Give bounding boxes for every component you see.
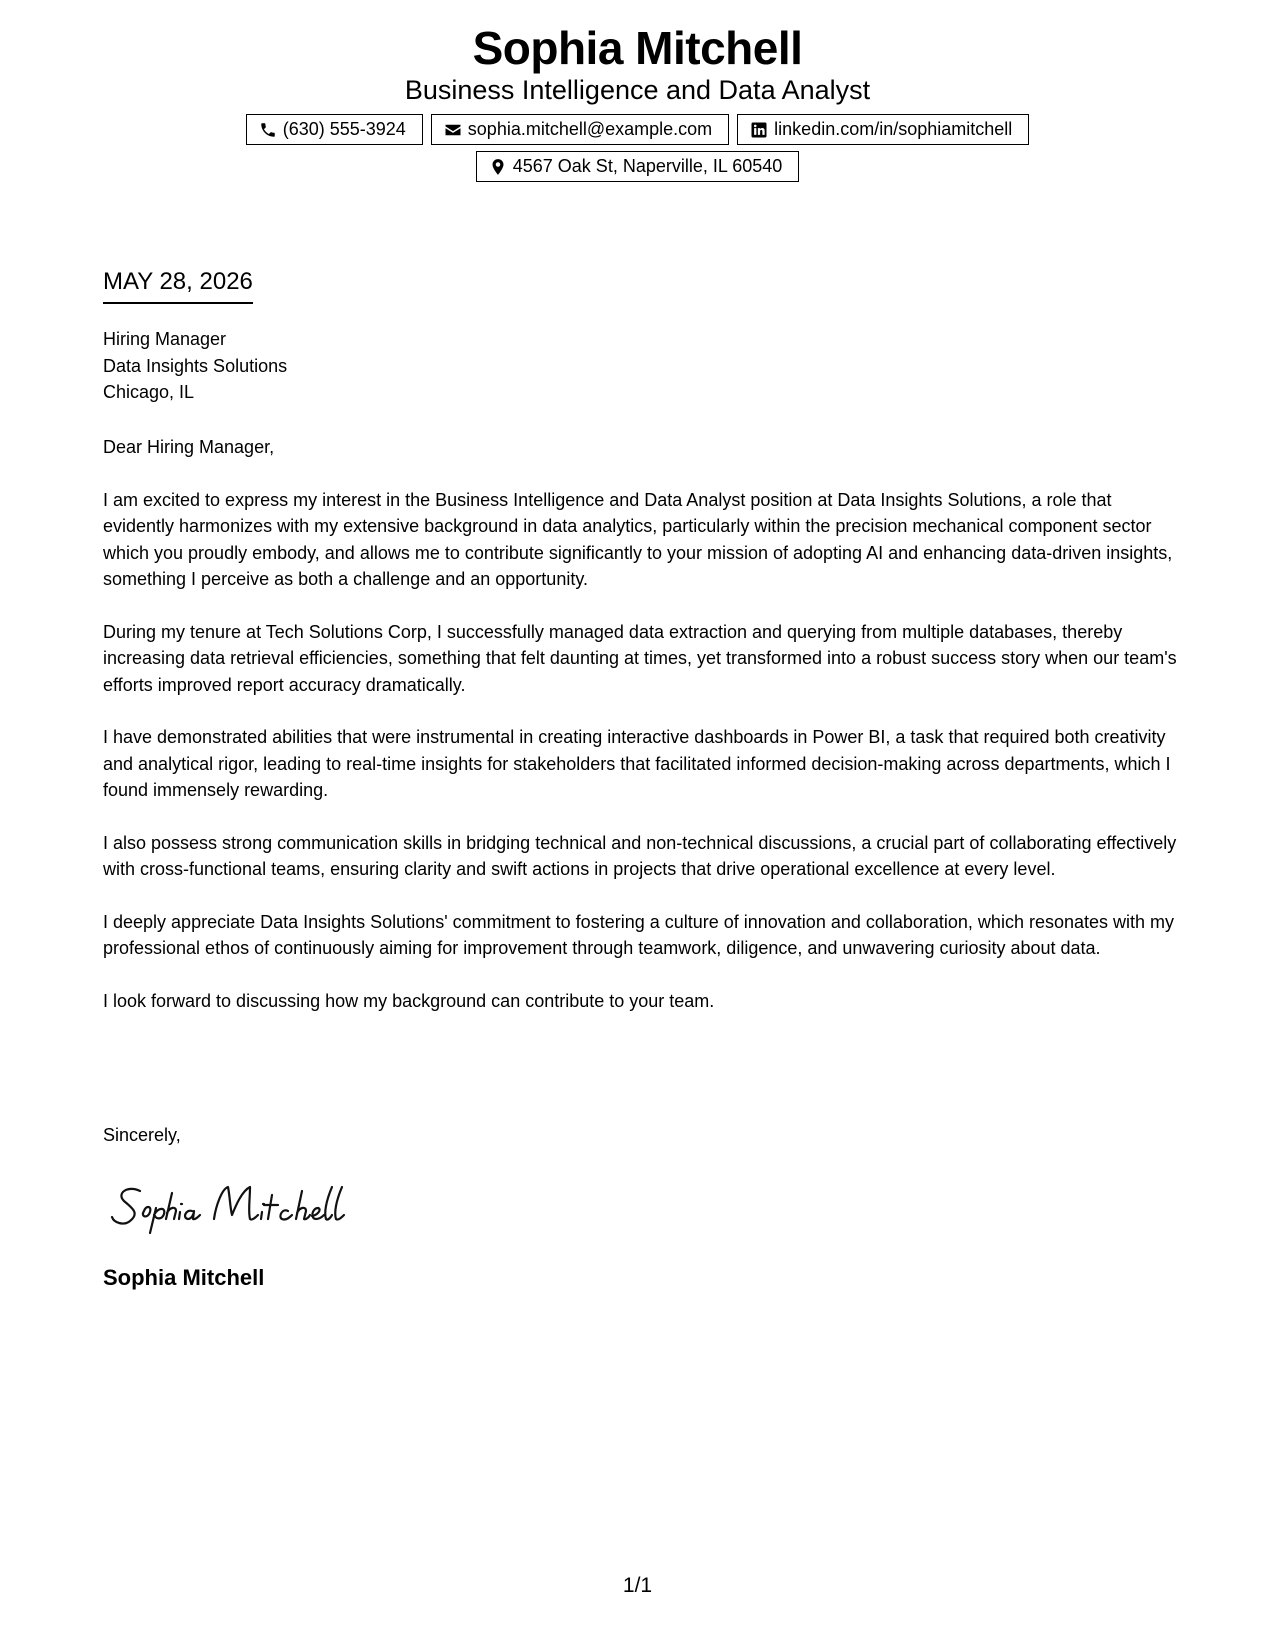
recipient-company: Data Insights Solutions: [103, 355, 288, 376]
map-pin-icon: [489, 158, 507, 176]
recipient-name: Hiring Manager: [103, 329, 227, 349]
page-number: 1/1: [622, 1574, 653, 1597]
phone-contact: [246, 114, 423, 145]
contact-row: [0, 114, 1275, 145]
letter-body: [103, 434, 1178, 1040]
linkedin-contact[interactable]: [737, 114, 1029, 145]
handwritten-signature: [110, 1175, 360, 1235]
phone-text: (630) 555-3924: [282, 119, 406, 139]
body-paragraph: I also possess strong communication skills in bridging technical and non-technical discussions, a crucial part of collaborating effectively with cross-functional teams, ensuring clarity and swift actions in projects that drive operational excellence at every level.: [103, 832, 1177, 879]
salutation: Dear Hiring Manager,: [103, 437, 275, 457]
linkedin-text: linkedin.com/in/sophiamitchell: [774, 119, 1013, 139]
envelope-icon: [444, 121, 462, 139]
phone-icon: [259, 121, 277, 139]
closing: Sincerely,: [103, 1125, 181, 1145]
email-contact[interactable]: [431, 114, 729, 145]
body-paragraph: During my tenure at Tech Solutions Corp, I successfully managed data extraction and querying from multiple databases, thereby increasing data retrieval efficiencies, something that felt daunting at times, yet transformed into a robust success story when our team's efforts improved report accuracy dramatically.: [103, 621, 1177, 695]
body-paragraph: I am excited to express my interest in the Business Intelligence and Data Analyst position at Data Insights Solutions, a role that evidently harmonizes with my extensive background in data analytics, particularly within the precision mechanical component sector which you proudly embody, and allows me to contribute significantly to your mission of adopting AI and enhancing data-driven insights, something I perceive as both a challenge and an opportunity.: [103, 489, 1173, 589]
recipient-block: [103, 326, 287, 406]
signer-name: Sophia Mitchell: [103, 1265, 265, 1290]
address-contact: [476, 151, 800, 182]
recipient-location: Chicago, IL: [103, 382, 195, 402]
body-paragraph: I deeply appreciate Data Insights Solutions' commitment to fostering a culture of innovation and collaboration, which resonates with my professional ethos of continuously aiming for improvement through teamwork, diligence, and unwavering curiosity about data.: [103, 911, 1175, 958]
address-row: [0, 151, 1275, 182]
applicant-title: Business Intelligence and Data Analyst: [404, 75, 871, 105]
linkedin-icon: [750, 121, 768, 139]
body-paragraph: I have demonstrated abilities that were instrumental in creating interactive dashboards in Power BI, a task that required both creativity and analytical rigor, leading to real-time insights for stakeholders that facilitated informed decision-making across departments, which I found immensely rewarding.: [103, 727, 1171, 800]
letter-header: [0, 22, 1275, 106]
letter-date: MAY 28, 2026: [103, 268, 253, 304]
email-text: sophia.mitchell@example.com: [467, 119, 713, 139]
body-paragraph: I look forward to discussing how my background can contribute to your team.: [103, 990, 715, 1011]
address-text: 4567 Oak St, Naperville, IL 60540: [512, 156, 783, 176]
applicant-name: Sophia Mitchell: [472, 22, 803, 74]
